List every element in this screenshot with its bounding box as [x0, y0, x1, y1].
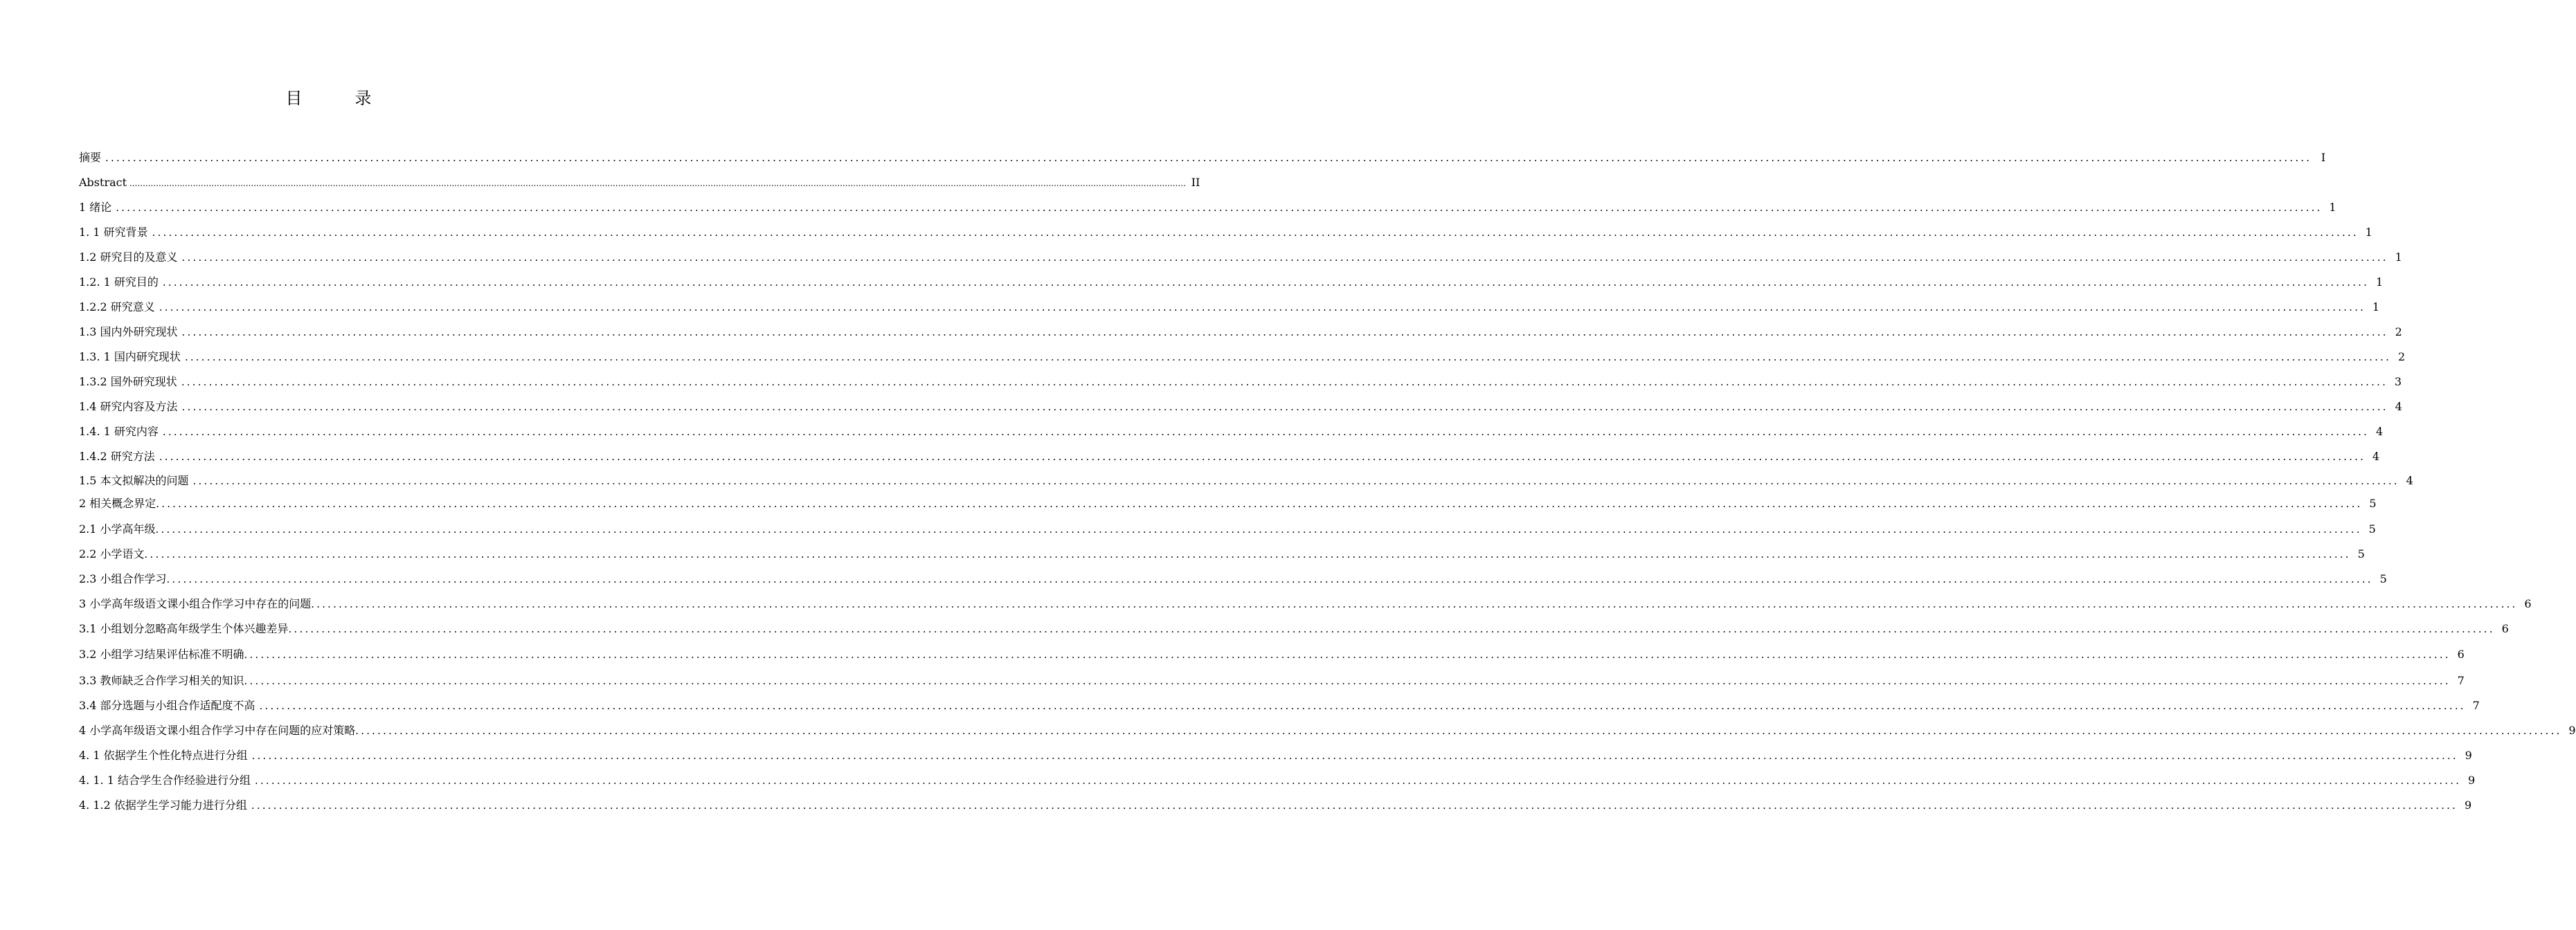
toc-entry-page-number: 2 — [2395, 325, 2402, 338]
toc-entry-label: Abstract — [79, 176, 127, 189]
toc-entry-page-number: 3 — [2394, 375, 2402, 388]
toc-entry-page-number: 9 — [2465, 749, 2472, 762]
toc-dot-leader: ................................................................................................................................................................................................................................................................................................................................................................................................................ — [259, 700, 2466, 712]
toc-entry-label: 4. 1.2 依据学生学习能力进行分组 — [79, 799, 247, 812]
toc-dot-leader: ................................................................................................................................................................................................................................................................................................................................................................................................................ — [251, 799, 2458, 812]
toc-entry[interactable] — [79, 621, 2509, 637]
toc-entry-label: 1.2.2 研究意义 — [79, 300, 155, 313]
toc-entry-label: 2.2 小学语文 — [79, 547, 145, 560]
toc-entry-page-number: 7 — [2457, 674, 2465, 687]
toc-entry-label: 4. 1 依据学生个性化特点进行分组 — [79, 749, 248, 762]
toc-dot-leader: ................................................................................................................................................................................................................................................................................................................................................................................................................ — [192, 475, 2399, 487]
toc-entry-label: 1.2 研究目的及意义 — [79, 250, 178, 264]
toc-entry-page-number: 6 — [2501, 622, 2509, 635]
toc-entry[interactable] — [79, 174, 1200, 191]
toc-entry-page-number: I — [2321, 151, 2326, 164]
toc-entry[interactable] — [79, 399, 2402, 415]
toc-dot-leader: ................................................................................................................................................................................................................................................................................................................................................................................................................ — [181, 326, 2388, 338]
toc-title: 目 录 — [285, 89, 390, 108]
toc-entry-label: 1.3. 1 国内研究现状 — [79, 350, 181, 363]
toc-entry[interactable] — [79, 495, 2377, 512]
toc-entry-label: 2.1 小学高年级 — [79, 522, 156, 536]
toc-entry[interactable] — [79, 448, 2380, 465]
toc-dot-leader: ................................................................................................................................................................................................................................................................................................................................................................................................................ — [251, 749, 2458, 762]
toc-entry-page-number: 4 — [2406, 474, 2413, 487]
toc-entry[interactable] — [79, 772, 2476, 789]
toc-entry-page-number: 9 — [2464, 799, 2472, 812]
toc-entry-page-number: 1 — [2375, 275, 2384, 289]
toc-entry-page-number: II — [1191, 176, 1200, 189]
toc-entry[interactable] — [79, 224, 2372, 241]
toc-entry[interactable] — [79, 571, 2387, 587]
toc-dot-leader: ................................................................................................................................................................................................................................................................................................................................................................................................................ — [181, 401, 2388, 413]
toc-dot-leader: ................................................................................................................................................................................................................................................................................................................................................................................................................ — [311, 598, 2518, 610]
toc-entry[interactable] — [79, 673, 2465, 689]
toc-entry[interactable] — [79, 722, 2576, 739]
toc-entry-page-number: 4 — [2375, 425, 2384, 438]
toc-dot-leader: ................................................................................................................................................................................................................................................................................................................................................................................................................ — [244, 675, 2451, 687]
toc-entry-label: 摘要 — [79, 151, 102, 164]
toc-dot-leader: ................................................................................................................................................................................................................................................................................................................................................................................................................ — [144, 548, 2351, 560]
toc-entry[interactable] — [79, 149, 2326, 166]
toc-entry-label: 1.3.2 国外研究现状 — [79, 375, 177, 388]
toc-entry-label: 3.1 小组划分忽略高年级学生个体兴趣差异 — [79, 622, 289, 635]
toc-entry-label: 1. 1 研究背景 — [79, 226, 148, 239]
toc-entry-page-number: 5 — [2379, 572, 2387, 585]
toc-entry-page-number: 7 — [2472, 699, 2480, 712]
toc-entry-label: 1.3 国内外研究现状 — [79, 325, 178, 338]
toc-dot-leader: ................................................................................................................................................................................................................................................................................................................................................................................................................ — [244, 648, 2451, 661]
toc-dot-leader: ................................................................................................................................................................................................................................................................................................................................................................................................................ — [162, 276, 2370, 289]
toc-entry-page-number: 1 — [2329, 201, 2336, 214]
toc-entry-label: 3 小学高年级语文课小组合作学习中存在的问题 — [79, 597, 312, 610]
toc-entry[interactable] — [79, 797, 2472, 814]
toc-entry-page-number: 1 — [2365, 226, 2372, 239]
toc-entry-page-number: 5 — [2357, 547, 2365, 560]
toc-entry-label: 1.2. 1 研究目的 — [79, 275, 159, 289]
toc-entry-label: 3.3 教师缺乏合作学习相关的知识 — [79, 674, 244, 687]
toc-dot-leader: ................................................................................................................................................................................................................................................................................................................................................................................................................ — [155, 523, 2362, 536]
toc-entry-page-number: 5 — [2368, 522, 2376, 536]
toc-entry[interactable] — [79, 698, 2480, 714]
toc-dot-leader: ................................................................................................................................................................................................................................................................................................................................................................................................................ — [181, 376, 2388, 388]
toc-dot-leader: ................................................................................................................................................................................................................................................................................................................................................................................................................ — [181, 251, 2388, 264]
toc-entry-page-number: 6 — [2457, 648, 2465, 661]
toc-entry-label: 2 相关概念界定 — [79, 497, 156, 510]
toc-entry-page-number: 4 — [2372, 450, 2380, 463]
toc-dot-leader: ................................................................................................................................................................................................................................................................................................................................................................................................................ — [184, 351, 2392, 363]
toc-dot-leader: ................................................................................................................................................................................................................................................................................................................................................................................................................ — [159, 301, 2366, 313]
toc-entry-page-number: 9 — [2568, 724, 2576, 737]
toc-dot-leader: ................................................................................................................................................................................................................................................................................................................................................................................................................ — [152, 226, 2359, 239]
toc-entry[interactable] — [79, 646, 2465, 663]
toc-dot-leader: ................................................................................................................................................................................................................................................................................................................................................................................................................ — [288, 623, 2495, 635]
toc-entry-label: 1 绪论 — [79, 201, 112, 214]
toc-entry-page-number: 5 — [2369, 497, 2377, 510]
toc-dot-leader: ................................................................................................................................................................................................................................................................................................................................................................................................................ — [162, 426, 2370, 438]
toc-entry[interactable] — [79, 299, 2380, 316]
toc-entry[interactable] — [79, 473, 2413, 489]
toc-entry[interactable] — [79, 423, 2384, 440]
toc-entry[interactable] — [79, 374, 2402, 390]
toc-entry-page-number: 1 — [2372, 300, 2380, 313]
toc-dot-leader: ................................................................................................................................................................................................................................................................................................................................................................................................................ — [355, 724, 2562, 737]
toc-dot-leader: ................................................................................................................................................................................................................................................................................................................................................................................................................ — [166, 573, 2373, 585]
toc-entry[interactable] — [79, 199, 2336, 216]
toc-entry-label: 3.2 小组学习结果评估标准不明确 — [79, 648, 244, 661]
toc-entry-label: 3.4 部分选题与小组合作适配度不高 — [79, 699, 255, 712]
toc-entry[interactable] — [79, 747, 2472, 764]
toc-dot-leader: ................................................................................................................................................................................................................................................................................................................................................................................................................ — [116, 201, 2323, 214]
toc-entry[interactable] — [79, 349, 2406, 365]
toc-dot-leader: ................................................................................................................................................................................................................................................................................................................................................................................................................ — [254, 774, 2462, 787]
toc-entry[interactable] — [79, 596, 2532, 612]
toc-entry-label: 2.3 小组合作学习 — [79, 572, 167, 585]
toc-entry-page-number: 9 — [2468, 774, 2476, 787]
toc-dot-leader: ................................................................................................................................................................................................................................................................................................................................................................................................................ — [129, 179, 1186, 188]
toc-entry-label: 4. 1. 1 结合学生合作经验进行分组 — [79, 774, 251, 787]
toc-entry-label: 1.4. 1 研究内容 — [79, 425, 159, 438]
toc-entry-page-number: 4 — [2395, 400, 2402, 413]
toc-entry-page-number: 1 — [2395, 250, 2402, 264]
toc-dot-leader: ................................................................................................................................................................................................................................................................................................................................................................................................................ — [159, 450, 2366, 463]
toc-entry-label: 1.5 本文拟解决的问题 — [79, 474, 189, 487]
toc-entry[interactable] — [79, 521, 2376, 538]
toc-entry[interactable] — [79, 546, 2365, 563]
toc-entry-page-number: 2 — [2397, 350, 2406, 363]
toc-entry-label: 4 小学高年级语文课小组合作学习中存在问题的应对策略 — [79, 724, 356, 737]
toc-entry[interactable] — [79, 274, 2384, 291]
toc-entry[interactable] — [79, 324, 2402, 340]
toc-dot-leader: ................................................................................................................................................................................................................................................................................................................................................................................................................ — [156, 498, 2363, 510]
toc-entry-label: 1.4 研究内容及方法 — [79, 400, 178, 413]
toc-dot-leader: ................................................................................................................................................................................................................................................................................................................................................................................................................ — [105, 152, 2312, 164]
toc-entry-label: 1.4.2 研究方法 — [79, 450, 155, 463]
toc-entry[interactable] — [79, 249, 2402, 266]
toc-entry-page-number: 6 — [2524, 597, 2532, 610]
